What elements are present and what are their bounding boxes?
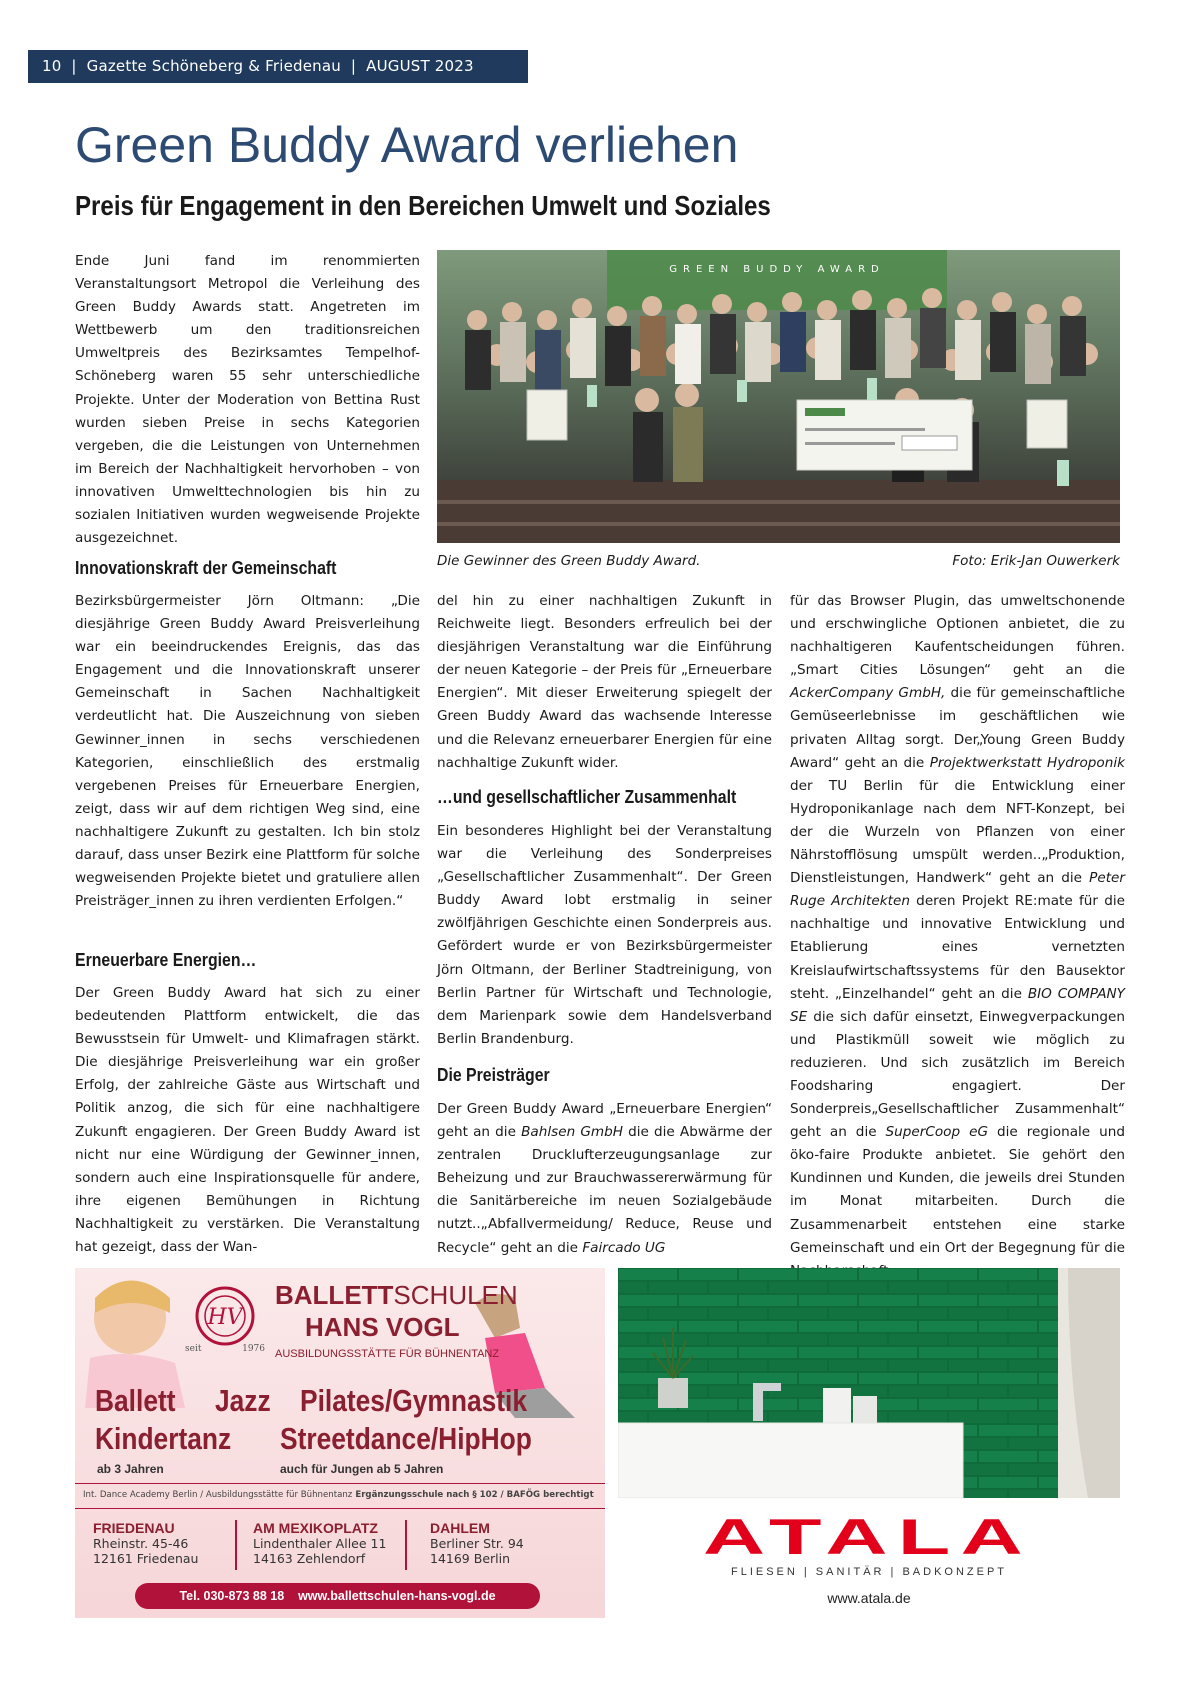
photo-banner-text: GREEN BUDDY AWARD xyxy=(669,264,885,275)
location-dahlem: DAHLEM Berliner Str. 94 14169 Berlin xyxy=(430,1520,524,1566)
section-text-winners: Der Green Buddy Award „Erneuerbare Energien“ geht an die Bahlsen GmbH die die Abwärme der zentralen Drucklufterzeugungsanlage zur Beheizung und zur Brauchwassererwärmung für die Sanitärbereiche im neuen Sozialgebäude nutzt..„Abfallvermeidung/ Reduce, Reuse und Recycle“ geht an die Faircado UG xyxy=(437,1101,772,1256)
contact-bar xyxy=(135,1583,540,1609)
photo-caption: Die Gewinner des Green Buddy Award. xyxy=(437,553,701,569)
hv-crest-logo xyxy=(185,1278,265,1358)
ballett-website[interactable]: www.ballettschulen-hans-vogl.de xyxy=(298,1589,496,1603)
col3-text: für das Browser Plugin, das umweltschonende und erschwingliche Optionen anbietet, die zu nachhaltigeren Kaufentscheidungen führen. „Smart Cities Lösungen“ geht an die AckerCompany GmbH, die für gemeinschaftliche Gemüseerlebnisse im geschäftlichen wie privaten Alltag sorgt. Der„Young Green Buddy Award“ geht an die Projektwerkstatt Hydroponik der TU Berlin für die Entwicklung einer Hydroponikanlage nach dem NFT-Konzept, bei der die Wurzeln von Pflanzen von einer Nährstofflösung umspült werden..„Produktion, Dienstleistungen, Handwerk“ geht an die Peter Ruge Architekten deren Projekt RE:mate für die nachhaltige und innovative Entwicklung und Etablierung eines vernetzten Kreislaufwirtschaftssystems für den Bausektor steht. „Einzelhandel“ geht an die BIO COMPANY SE die sich dafür einsetzt, Einwegverpackungen und Plastikmüll soweit wie möglich zu reduzieren. Und sich zusätzlich im Bereich Foodsharing engagiert. Der Sonderpreis„Gesellschaftlicher Zusammenhalt“ geht an die SuperCoop eG die regionale und öko-faire Produkte anbietet. Sie gehört den Kundinnen und Kunden, die jeweils drei Stunden im Monat mitarbeiten. Durch die Zusammenarbeit entstehen eine starke Gemeinschaft und ein Ort der Begegnung für die xyxy=(790,593,1126,1256)
ballett-brand-name: HANS VOGL xyxy=(305,1312,460,1342)
ballett-phone[interactable]: Tel. 030-873 88 18 xyxy=(179,1589,285,1603)
photo-credit: Foto: Erik-Jan Ouwerkerk xyxy=(952,553,1120,569)
atala-website[interactable]: www.atala.de xyxy=(827,1590,911,1606)
course-pilates: Pilates/Gymnastik xyxy=(300,1383,528,1418)
issue-date: AUGUST 2023 xyxy=(366,57,474,75)
divider xyxy=(75,1508,605,1509)
article-subtitle: Preis für Engagement in den Bereichen Umwelt und Soziales xyxy=(75,190,771,221)
section-text-energy: Der Green Buddy Award hat sich zu einer bedeutenden Plattform entwickelt, die das Bewusstsein für Umwelt- und Klimafragen stärkt. Die diesjährige Preisverleihung war ein großer Erfolg, der zahlreiche Gäste aus Wirtschaft und Politik anzog, die sich für eine nachhaltigere Zukunft engagieren. Der Green Buddy Award ist nicht nur eine Würdigung der Gewinner_innen, sondern auch eine Inspirationsquelle für andere, ihre eigenen Bemühungen in Richtung Nachhaltigkeit zu verstärken. Die Veranstaltung hat gezeigt, dass der Wan- xyxy=(75,985,420,1256)
col2-top-text: del hin zu einer nachhaltigen Zukunft in Reichweite liegt. Besonders erfreulich bei der diesjährigen Veranstaltung war die Einführung der neuen Kategorie – der Preis für „Erneuerbare Energien“. Mit dieser Erweiterung spiegelt der Green Buddy Award das wachsende Interesse und die Relevanz erneuerbarer Energien für eine nachhaltige Zukunft wider. xyxy=(437,593,772,771)
course-streetdance: Streetdance/HipHop xyxy=(280,1421,532,1456)
age-note-2: auch für Jungen ab 5 Jahren xyxy=(280,1462,444,1476)
logo-year: 1976 xyxy=(242,1344,265,1354)
section-text-cohesion: Ein besonderes Highlight bei der Veranstaltung war die Verleihung des Sonderpreises „Gesellschaftlicher Zusammenhalt“. Der Green Buddy Award lobt erstmalig in seiner zwölfjährigen Geschichte einen Sonderpreis aus. Gefördert wurde er von Bezirksbürgermeister Jörn Oltmann, der Berliner Stadtreinigung, von Berlin Partner für Wirtschaft und Technologie, dem Marienpark sowie dem Handelsverband Berlin Brandenburg. xyxy=(437,823,772,1047)
svg-text:ATALA: ATALA xyxy=(703,1516,1033,1558)
location-mexikoplatz: AM MEXIKOPLATZ Lindenthaler Allee 11 14163 Zehlendorf xyxy=(253,1520,387,1566)
section-text-innovation: Bezirksbürgermeister Jörn Oltmann: „Die diesjährige Green Buddy Award Preisverleihung war ein beeindruckendes Ereignis, das das Engagement und die Innovationskraft unserer Gemeinschaft in Sachen Nachhaltigkeit verdeutlicht hat. Die Auszeichnung von sieben Gewinner_innen in sechs verschiedenen Kategorien, einschließlich des erstmalig vergebenen Preises für Erneuerbare Energien, zeigt, dass wir auf dem richtigen Weg sind, eine nachhaltigere Zukunft zu gestalten. Ich bin stolz darauf, dass unser Bezirk eine Plattform für solche wegweisenden Projekte bietet und gratuliere allen Preisträger_innen zu ihren verdienten Erfolgen.“ xyxy=(75,593,420,910)
academy-note: Int. Dance Academy Berlin / Ausbildungsstätte für Bühnentanz Ergänzungsschule nach § 102 / BAFÖG berechtigt xyxy=(83,1490,594,1500)
winners-photo xyxy=(437,250,1120,543)
ad-atala[interactable] xyxy=(618,1268,1120,1618)
section-heading-winners: Die Preisträger xyxy=(437,1065,550,1085)
course-jazz: Jazz xyxy=(215,1383,271,1418)
photo-caption-row xyxy=(437,553,1120,569)
page-number: 10 xyxy=(42,57,62,75)
publication-name: Gazette Schöneberg & Friedenau xyxy=(86,57,341,75)
ballett-brand: BALLETTSCHULEN xyxy=(275,1280,518,1310)
section-heading-energy: Erneuerbare Energien… xyxy=(75,950,257,970)
intro-paragraph: Ende Juni fand im renommierten Veranstaltungsort Metropol die Verleihung des Green Buddy Awards statt. Angetreten im Wettbewerb um den traditionsreichen Umweltpreis des Bezirksamtes Tempelhof-Schöneberg waren 55 sehr unterschiedliche Projekte. Unter der Moderation von Bettina Rust wurden sieben Preise in sechs Kategorien vergeben, die die Leistungen von Unternehmen im Bereich der Nachhaltigkeit hervorhoben – von innovativen Umwelttechnologien bis hin zu sozialen Initiativen wurden wegweisende Projekte ausgezeichnet. xyxy=(75,253,420,547)
logo-seit: seit xyxy=(185,1344,202,1354)
article-title: Green Buddy Award verliehen xyxy=(75,117,739,173)
course-kindertanz: Kindertanz xyxy=(95,1421,232,1456)
section-heading-cohesion: …und gesellschaftlicher Zusammenhalt xyxy=(437,787,737,807)
atala-logo xyxy=(693,1516,1043,1558)
header-bar: 10 | Gazette Schöneberg & Friedenau | AUGUST 2023 xyxy=(28,50,528,83)
ad-ballettschulen[interactable] xyxy=(75,1268,605,1618)
ballett-tagline: AUSBILDUNGSSTÄTTE FÜR BÜHNENTANZ xyxy=(275,1348,500,1360)
photo-illustration xyxy=(437,250,1120,543)
course-ballett: Ballett xyxy=(95,1383,176,1418)
divider xyxy=(75,1483,605,1484)
section-heading-innovation: Innovationskraft der Gemeinschaft xyxy=(75,558,337,578)
age-note-1: ab 3 Jahren xyxy=(97,1462,164,1476)
svg-text:HV: HV xyxy=(207,1305,243,1330)
location-friedenau: FRIEDENAU Rheinstr. 45-46 12161 Friedenau xyxy=(93,1520,199,1566)
atala-tagline: FLIESEN | SANITÄR | BADKONZEPT xyxy=(730,1566,1008,1578)
